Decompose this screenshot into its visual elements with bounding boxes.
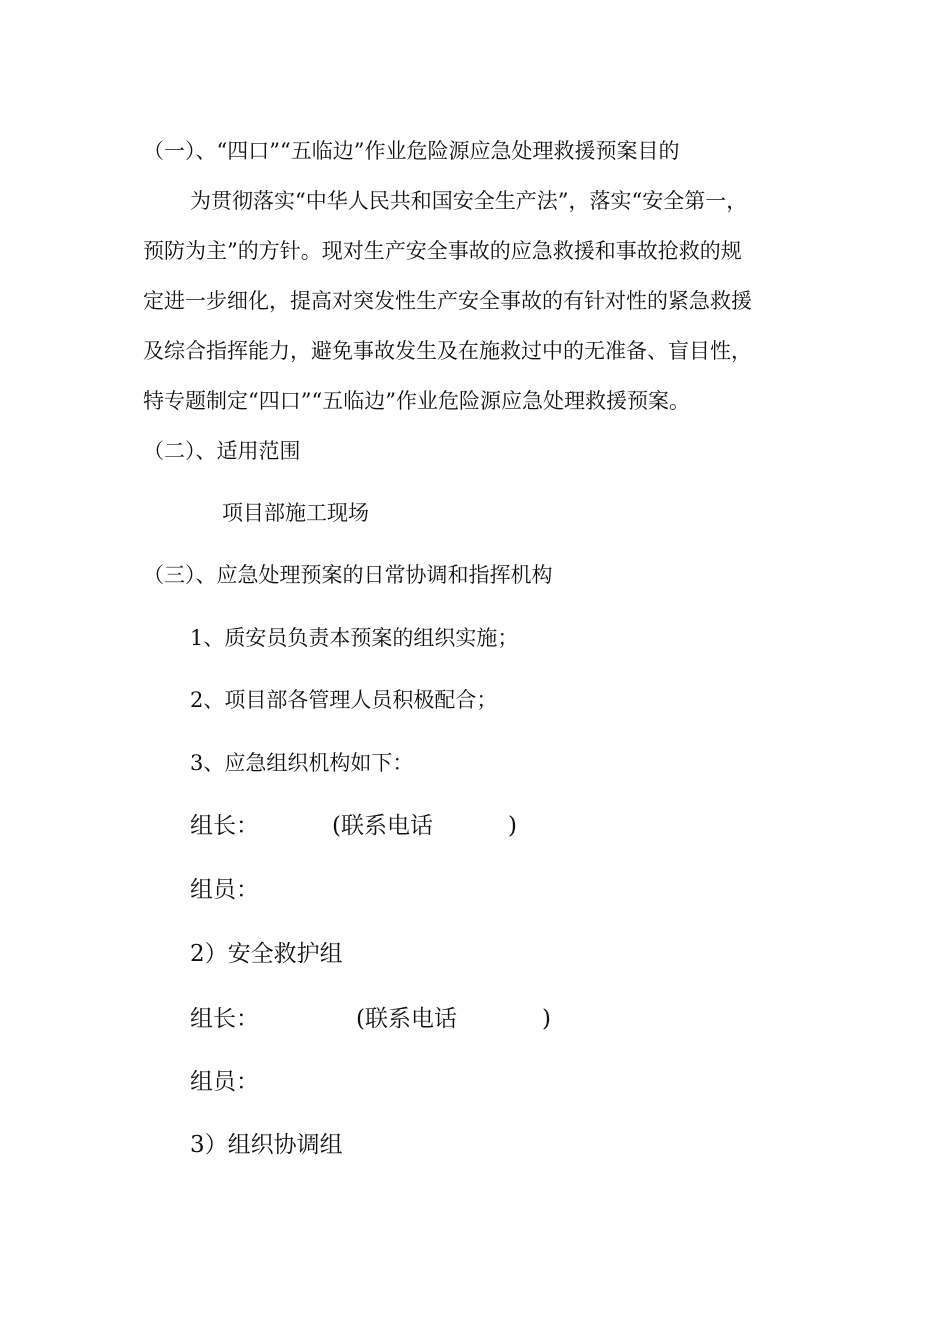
group2-leader-line — [190, 1005, 551, 1033]
group1-contact-close: ) — [508, 813, 517, 839]
group1-contact-open: (联系电话 — [332, 813, 433, 839]
section2-body: 项目部施工现场 — [222, 501, 369, 525]
group2-title: 2）安全救护组 — [190, 941, 343, 967]
section1-paragraph-line-4: 及综合指挥能力，避免事故发生及在施救过中的无准备、盲目性， — [143, 339, 752, 363]
group3-title: 3）组织协调组 — [190, 1132, 343, 1158]
section1-paragraph-line-3: 定进一步细化，提高对突发性生产安全事故的有针对性的紧急救援 — [143, 289, 752, 313]
section3-heading: （三）、应急处理预案的日常协调和指挥机构 — [143, 563, 553, 587]
section1-paragraph-line-1: 为贯彻落实“中华人民共和国安全生产法”，落实“安全第一， — [190, 189, 748, 213]
section2-heading: （二）、适用范围 — [143, 439, 301, 463]
section1-heading: （一）、“四口”“五临边”作业危险源应急处理救援预案目的 — [143, 139, 680, 163]
group2-contact-close: ) — [542, 1006, 551, 1032]
group2-member-line: 组员： — [190, 1069, 259, 1095]
section1-paragraph-line-5: 特专题制定“四口”“五临边”作业危险源应急处理救援预案。 — [143, 389, 690, 413]
list-item-1: 1、质安员负责本预案的组织实施； — [190, 626, 519, 650]
group1-leader-label: 组长： — [190, 813, 259, 839]
group1-member-line: 组员： — [190, 877, 259, 903]
section1-paragraph-line-2: 预防为主”的方针。现对生产安全事故的应急救援和事故抢救的规 — [143, 239, 742, 263]
list-item-2: 2、项目部各管理人员积极配合； — [190, 688, 498, 712]
group2-contact-open: (联系电话 — [356, 1006, 457, 1032]
group1-leader-line — [190, 812, 517, 840]
group2-leader-label: 组长： — [190, 1006, 259, 1032]
list-item-3: 3、应急组织机构如下： — [190, 751, 414, 775]
